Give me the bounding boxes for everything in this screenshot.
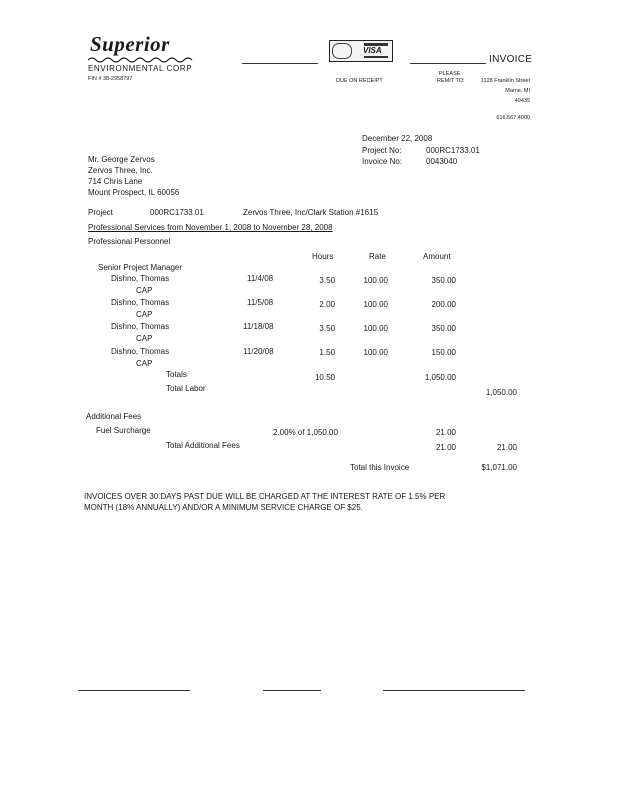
project-name: Zervos Three, Inc/Clark Station #1615	[243, 208, 379, 217]
invoice-no-value: 0043040	[426, 157, 458, 166]
labor-row-rate: 100.00	[363, 300, 388, 309]
header-rule-left	[242, 63, 318, 64]
labor-row-hours: 3.50	[319, 276, 335, 285]
company-name: ENVIRONMENTAL CORP	[88, 64, 193, 73]
total-labor-label: Total Labor	[166, 384, 206, 393]
project-number: 000RC1733.01	[150, 208, 204, 217]
fuel-surcharge-amount: 21.00	[435, 428, 456, 437]
late-payment-notice-line-2: MONTH (18% ANNUALLY) AND/OR A MINIMUM SERVICE CHARGE OF $25.	[84, 503, 363, 512]
labor-row-name: Dishno, Thomas	[111, 347, 170, 356]
logo-wave-graphic	[88, 56, 196, 64]
company-logo: Superior	[90, 32, 170, 56]
column-header-hours: Hours	[312, 252, 334, 261]
labor-row-code: CAP	[136, 334, 153, 343]
footer-rule-right	[383, 690, 525, 691]
column-header-rate: Rate	[369, 252, 386, 261]
bill-to-line-2: Zervos Three, Inc.	[88, 166, 153, 175]
total-additional-fees-subtotal: 21.00	[435, 443, 456, 452]
company-fein: FIN # 38-2958797	[88, 76, 133, 82]
labor-row-rate: 100.00	[363, 348, 388, 357]
invoice-total-label: Total this Invoice	[350, 463, 410, 472]
remit-address-1: 1128 Franklin Street	[480, 78, 530, 84]
fuel-surcharge-label: Fuel Surcharge	[96, 426, 151, 435]
total-labor-amount: 1,050.00	[485, 388, 517, 397]
invoice-total-amount: $1,071.00	[481, 463, 517, 472]
labor-row-date: 11/18/08	[243, 322, 274, 331]
labor-row-hours: 3.50	[319, 324, 335, 333]
column-header-amount: Amount	[423, 252, 451, 261]
total-additional-fees-label: Total Additional Fees	[166, 441, 240, 450]
visa-logo	[329, 40, 393, 62]
labor-role: Senior Project Manager	[98, 263, 183, 272]
project-no-value: 000RC1733.01	[426, 146, 480, 155]
labor-row-amount: 350.00	[431, 276, 456, 285]
labor-totals-label: Totals	[166, 370, 187, 379]
additional-fees-title: Additional Fees	[86, 412, 142, 421]
bill-to-line-3: 714 Chris Lane	[88, 177, 143, 186]
header-rule-right	[410, 63, 486, 64]
due-on-receipt: DUE ON RECEIPT	[336, 78, 383, 84]
bill-to-line-1: Mr. George Zervos	[88, 155, 155, 164]
labor-row-hours: 1.50	[319, 348, 335, 357]
footer-rule-middle	[263, 690, 321, 691]
labor-totals-amount: 1,050.00	[424, 373, 456, 382]
visa-label: VISA	[363, 46, 382, 55]
project-label: Project	[88, 208, 113, 217]
total-additional-fees-amount: 21.00	[496, 443, 517, 452]
labor-row-amount: 150.00	[431, 348, 456, 357]
footer-rule-left	[78, 690, 190, 691]
invoice-label: INVOICE	[489, 54, 533, 65]
services-period-title: Professional Services from November 1, 2008 to November 28, 2008	[88, 223, 333, 232]
labor-row-rate: 100.00	[363, 324, 388, 333]
bill-to-line-4: Mount Prospect, IL 60056	[88, 188, 180, 197]
remit-address-3: 49435	[514, 98, 530, 104]
labor-row-name: Dishno, Thomas	[111, 274, 170, 283]
fuel-surcharge-calc: 2.00% of 1,050.00	[273, 428, 338, 437]
remit-phone: 616.667.4000	[496, 115, 530, 121]
labor-row-date: 11/5/08	[247, 298, 274, 307]
labor-row-amount: 200.00	[431, 300, 456, 309]
labor-row-name: Dishno, Thomas	[111, 298, 170, 307]
labor-row-date: 11/4/08	[247, 274, 274, 283]
labor-row-amount: 350.00	[431, 324, 456, 333]
project-no-label: Project No:	[362, 146, 402, 155]
labor-row-code: CAP	[136, 359, 153, 368]
labor-row-name: Dishno, Thomas	[111, 322, 170, 331]
labor-row-hours: 2.00	[319, 300, 335, 309]
please-remit-line-2: REMIT TO:	[437, 78, 465, 84]
labor-row-rate: 100.00	[363, 276, 388, 285]
invoice-no-label: Invoice No:	[362, 157, 403, 166]
invoice-date: December 22, 2008	[362, 134, 433, 143]
late-payment-notice-line-1: INVOICES OVER 30 DAYS PAST DUE WILL BE CHARGED AT THE INTEREST RATE OF 1.5% PER	[84, 492, 446, 501]
labor-row-code: CAP	[136, 310, 153, 319]
labor-totals-hours: 10.50	[314, 373, 335, 382]
personnel-section-title: Professional Personnel	[88, 237, 171, 246]
labor-row-code: CAP	[136, 286, 153, 295]
please-remit-line-1: PLEASE	[439, 71, 461, 77]
remit-address-2: Marne, MI	[505, 88, 530, 94]
labor-row-date: 11/20/08	[243, 347, 274, 356]
